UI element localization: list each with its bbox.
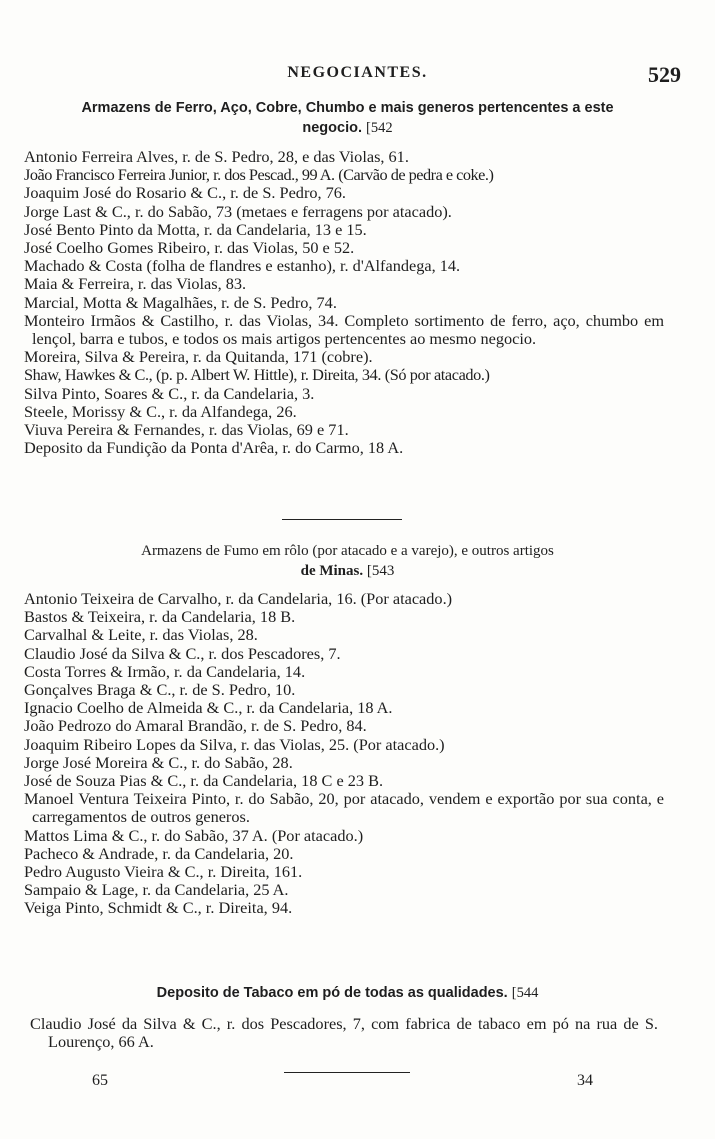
page-number: 529 <box>648 62 681 87</box>
section-heading-tail: de Minas. <box>300 563 364 579</box>
entry-list-tobacco-roll <box>24 590 664 918</box>
list-item: Pedro Augusto Vieira & C., r. Direita, 161. <box>24 862 303 882</box>
list-item: Claudio José da Silva & C., r. dos Pescadores, 7. <box>24 643 341 663</box>
list-item: José Coelho Gomes Ribeiro, r. das Violas, 50 e 52. <box>24 238 355 258</box>
list-item: Joaquim Ribeiro Lopes da Silva, r. das Violas, 25. (Por atacado.) <box>24 734 445 754</box>
list-item: José Bento Pinto da Motta, r. da Candelaria, 13 e 15. <box>24 219 367 239</box>
section-heading-tail: negocio. <box>302 120 362 136</box>
list-item: Joaquim José do Rosario & C., r. de S. Pedro, 76. <box>24 183 346 203</box>
section-heading-line2 <box>20 561 675 581</box>
list-item: Steele, Morissy & C., r. da Alfandega, 26. <box>24 401 297 421</box>
section-heading-line1: Armazens de Ferro, Aço, Cobre, Chumbo e mais generos pertencentes a este <box>81 100 614 116</box>
list-item: Maia & Ferreira, r. das Violas, 83. <box>24 274 247 294</box>
list-item: Viuva Pereira & Fernandes, r. das Violas, 69 e 71. <box>24 420 349 440</box>
running-head <box>0 62 715 88</box>
section-ref: [544 <box>511 985 539 1001</box>
footer-signature-right: 34 <box>577 1072 593 1089</box>
list-item: Monteiro Irmãos & Castilho, r. das Violas, 34. Completo sortimento de ferro, aço, chumbo em lençol, barra e tubos, e todos os mais artigos pertencentes ao mesmo negocio. <box>24 310 664 349</box>
list-item: João Francisco Ferreira Junior, r. dos Pescad., 99 A. (Carvão de pedra e coke.) <box>24 165 494 185</box>
section-heading-line1: Armazens de Fumo em rôlo (por atacado e a varejo), e outros artigos <box>141 543 554 559</box>
list-item: José de Souza Pias & C., r. da Candelaria, 18 C e 23 B. <box>24 771 384 791</box>
section-ref: [542 <box>366 120 393 136</box>
list-item: Bastos & Teixeira, r. da Candelaria, 18 B. <box>24 607 296 627</box>
list-item: Manoel Ventura Teixeira Pinto, r. do Sabão, 20, por atacado, vendem e exportão por sua conta, e carregamentos de outros generos. <box>24 789 664 827</box>
footer-divider <box>284 1072 410 1073</box>
list-item: Mattos Lima & C., r. do Sabão, 37 A. (Por atacado.) <box>24 825 364 845</box>
list-item: Claudio José da Silva & C., r. dos Pescadores, 7, com fabrica de tabaco em pó na rua de S. Lourenço, 66 A. <box>30 1014 658 1052</box>
section-ref: [543 <box>366 563 395 579</box>
list-item: Jorge Last & C., r. do Sabão, 73 (metaes e ferragens por atacado). <box>24 201 452 221</box>
entry-list-iron <box>24 148 664 457</box>
list-item: Pacheco & Andrade, r. da Candelaria, 20. <box>24 843 294 863</box>
footer-signature-left: 65 <box>92 1072 108 1089</box>
list-item: Antonio Teixeira de Carvalho, r. da Candelaria, 16. (Por atacado.) <box>24 589 453 608</box>
list-item: Moreira, Silva & Pereira, r. da Quitanda, 171 (cobre). <box>24 347 373 367</box>
list-item: João Pedrozo do Amaral Brandão, r. de S. Pedro, 84. <box>24 716 367 736</box>
list-item: Ignacio Coelho de Almeida & C., r. da Candelaria, 18 A. <box>24 698 393 718</box>
section-heading-line1 <box>20 983 675 1003</box>
section-heading-tobacco-roll <box>20 541 675 581</box>
list-item: Costa Torres & Irmão, r. da Candelaria, 14. <box>24 661 306 681</box>
list-item: Marcial, Motta & Magalhães, r. de S. Pedro, 74. <box>24 292 337 312</box>
section-heading-tobacco-powder <box>20 983 675 1003</box>
list-item: Jorge José Moreira & C., r. do Sabão, 28. <box>24 752 293 772</box>
entry-list-tobacco-powder <box>30 1015 658 1051</box>
list-item: Machado & Costa (folha de flandres e estanho), r. d'Alfandega, 14. <box>24 256 461 276</box>
section-divider <box>282 519 402 520</box>
list-item: Carvalhal & Leite, r. das Violas, 28. <box>24 625 258 645</box>
section-heading-line2 <box>20 118 675 138</box>
list-item: Gonçalves Braga & C., r. de S. Pedro, 10. <box>24 680 296 700</box>
list-item: Silva Pinto, Soares & C., r. da Candelaria, 3. <box>24 383 315 403</box>
running-head-title: NEGOCIANTES. <box>287 64 428 81</box>
list-item: Veiga Pinto, Schmidt & C., r. Direita, 94. <box>24 898 293 918</box>
list-item: Antonio Ferreira Alves, r. de S. Pedro, 28, e das Violas, 61. <box>24 147 409 166</box>
section-heading-text: Deposito de Tabaco em pó de todas as qualidades. <box>156 985 508 1001</box>
section-heading-iron <box>20 98 675 138</box>
list-item: Shaw, Hawkes & C., (p. p. Albert W. Hittle), r. Direita, 34. (Só por atacado.) <box>24 365 490 385</box>
list-item: Deposito da Fundição da Ponta d'Arêa, r. do Carmo, 18 A. <box>24 438 404 458</box>
list-item: Sampaio & Lage, r. da Candelaria, 25 A. <box>24 880 289 900</box>
